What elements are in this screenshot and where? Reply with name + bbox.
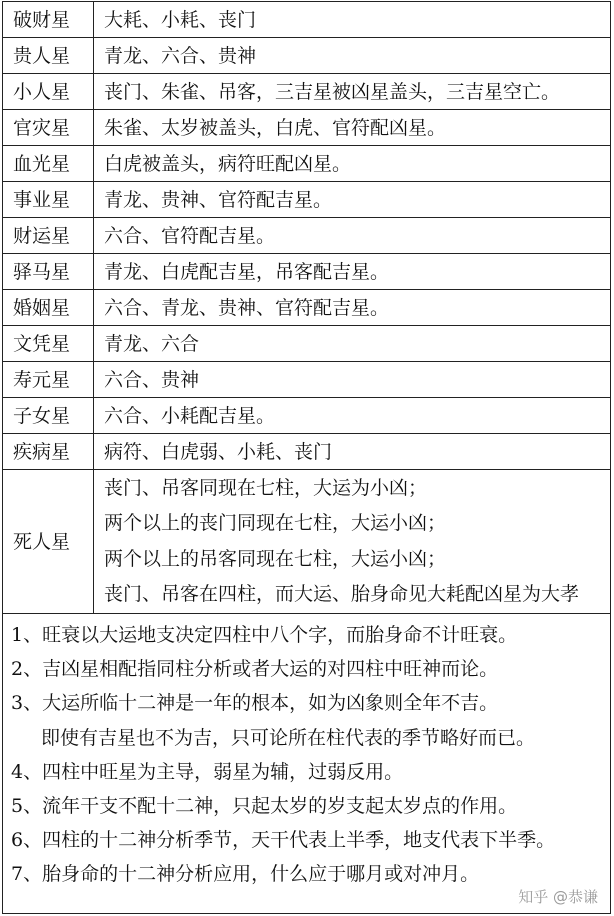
table-row	[3, 434, 610, 470]
star-name: 贵人星	[3, 38, 94, 74]
table-row-death-star	[3, 470, 610, 614]
table-row	[3, 182, 610, 218]
star-description: 病符、白虎弱、小耗、丧门	[94, 434, 611, 470]
death-rule-line: 两个以上的吊客同现在七柱，大运小凶；	[104, 547, 447, 570]
star-description: 六合、贵神	[94, 362, 611, 398]
table-row	[3, 218, 610, 254]
star-name: 疾病星	[3, 434, 94, 470]
table-row	[3, 326, 610, 362]
table-row	[3, 398, 610, 434]
document-page	[2, 1, 611, 914]
table-row	[3, 38, 610, 74]
star-description: 青龙、贵神、官符配吉星。	[94, 182, 611, 218]
table-row	[3, 2, 610, 38]
star-description: 青龙、六合、贵神	[94, 38, 611, 74]
table-row	[3, 110, 610, 146]
death-rule-line: 丧门、吊客在四柱，而大运、胎身命见大耗配凶星为大孝	[104, 583, 580, 605]
death-rule-line: 丧门、吊客同现在七柱，大运为小凶；	[104, 476, 428, 499]
note-1: 1、旺衰以大运地支决定四柱中八个字，而胎身命不计旺衰。	[11, 624, 518, 646]
note-4: 4、四柱中旺星为主导，弱星为辅，过弱反用。	[11, 760, 404, 783]
note-6: 6、四柱的十二神分析季节，天干代表上半季，地支代表下半季。	[11, 829, 556, 852]
star-name: 破财星	[3, 2, 94, 38]
star-description: 朱雀、太岁被盖头，白虎、官符配凶星。	[94, 110, 611, 146]
note-7: 7、胎身命的十二神分析应用，什么应于哪月或对冲月。	[11, 863, 480, 886]
star-name: 小人星	[3, 74, 94, 110]
note-3: 3、大运所临十二神是一年的根本，如为凶象则全年不吉。	[11, 692, 499, 715]
star-name: 事业星	[3, 182, 94, 218]
star-name: 官灾星	[3, 110, 94, 146]
table-row	[3, 290, 610, 326]
note-3-continued: 即使有吉星也不为吉，只可论所在柱代表的季节略好而已。	[41, 726, 536, 749]
table-row	[3, 74, 610, 110]
death-star-rules	[94, 470, 611, 614]
watermark: 知乎 @恭谦	[518, 888, 598, 906]
table-row	[3, 254, 610, 290]
star-table	[3, 2, 610, 614]
star-description: 丧门、朱雀、吊客，三吉星被凶星盖头，三吉星空亡。	[94, 74, 611, 110]
star-name: 婚姻星	[3, 290, 94, 326]
note-2: 2、吉凶星相配指同柱分析或者大运的对四柱中旺神而论。	[11, 658, 499, 681]
star-description: 六合、青龙、贵神、官符配吉星。	[94, 290, 611, 326]
star-description: 大耗、小耗、丧门	[94, 2, 611, 38]
star-name: 驿马星	[3, 254, 94, 290]
star-name: 血光星	[3, 146, 94, 182]
star-description: 青龙、六合	[94, 326, 611, 362]
star-name: 死人星	[3, 470, 94, 614]
notes-section	[3, 614, 610, 892]
star-description: 白虎被盖头，病符旺配凶星。	[94, 146, 611, 182]
star-name: 财运星	[3, 218, 94, 254]
star-name: 子女星	[3, 398, 94, 434]
table-row	[3, 146, 610, 182]
star-description: 六合、小耗配吉星。	[94, 398, 611, 434]
note-5: 5、流年干支不配十二神，只起太岁的岁支起太岁点的作用。	[11, 794, 518, 817]
star-description: 青龙、白虎配吉星，吊客配吉星。	[94, 254, 611, 290]
star-name: 文凭星	[3, 326, 94, 362]
death-rule-line: 两个以上的丧门同现在七柱，大运小凶；	[104, 512, 447, 534]
table-row	[3, 362, 610, 398]
star-name: 寿元星	[3, 362, 94, 398]
star-description: 六合、官符配吉星。	[94, 218, 611, 254]
star-table-body	[3, 2, 610, 470]
